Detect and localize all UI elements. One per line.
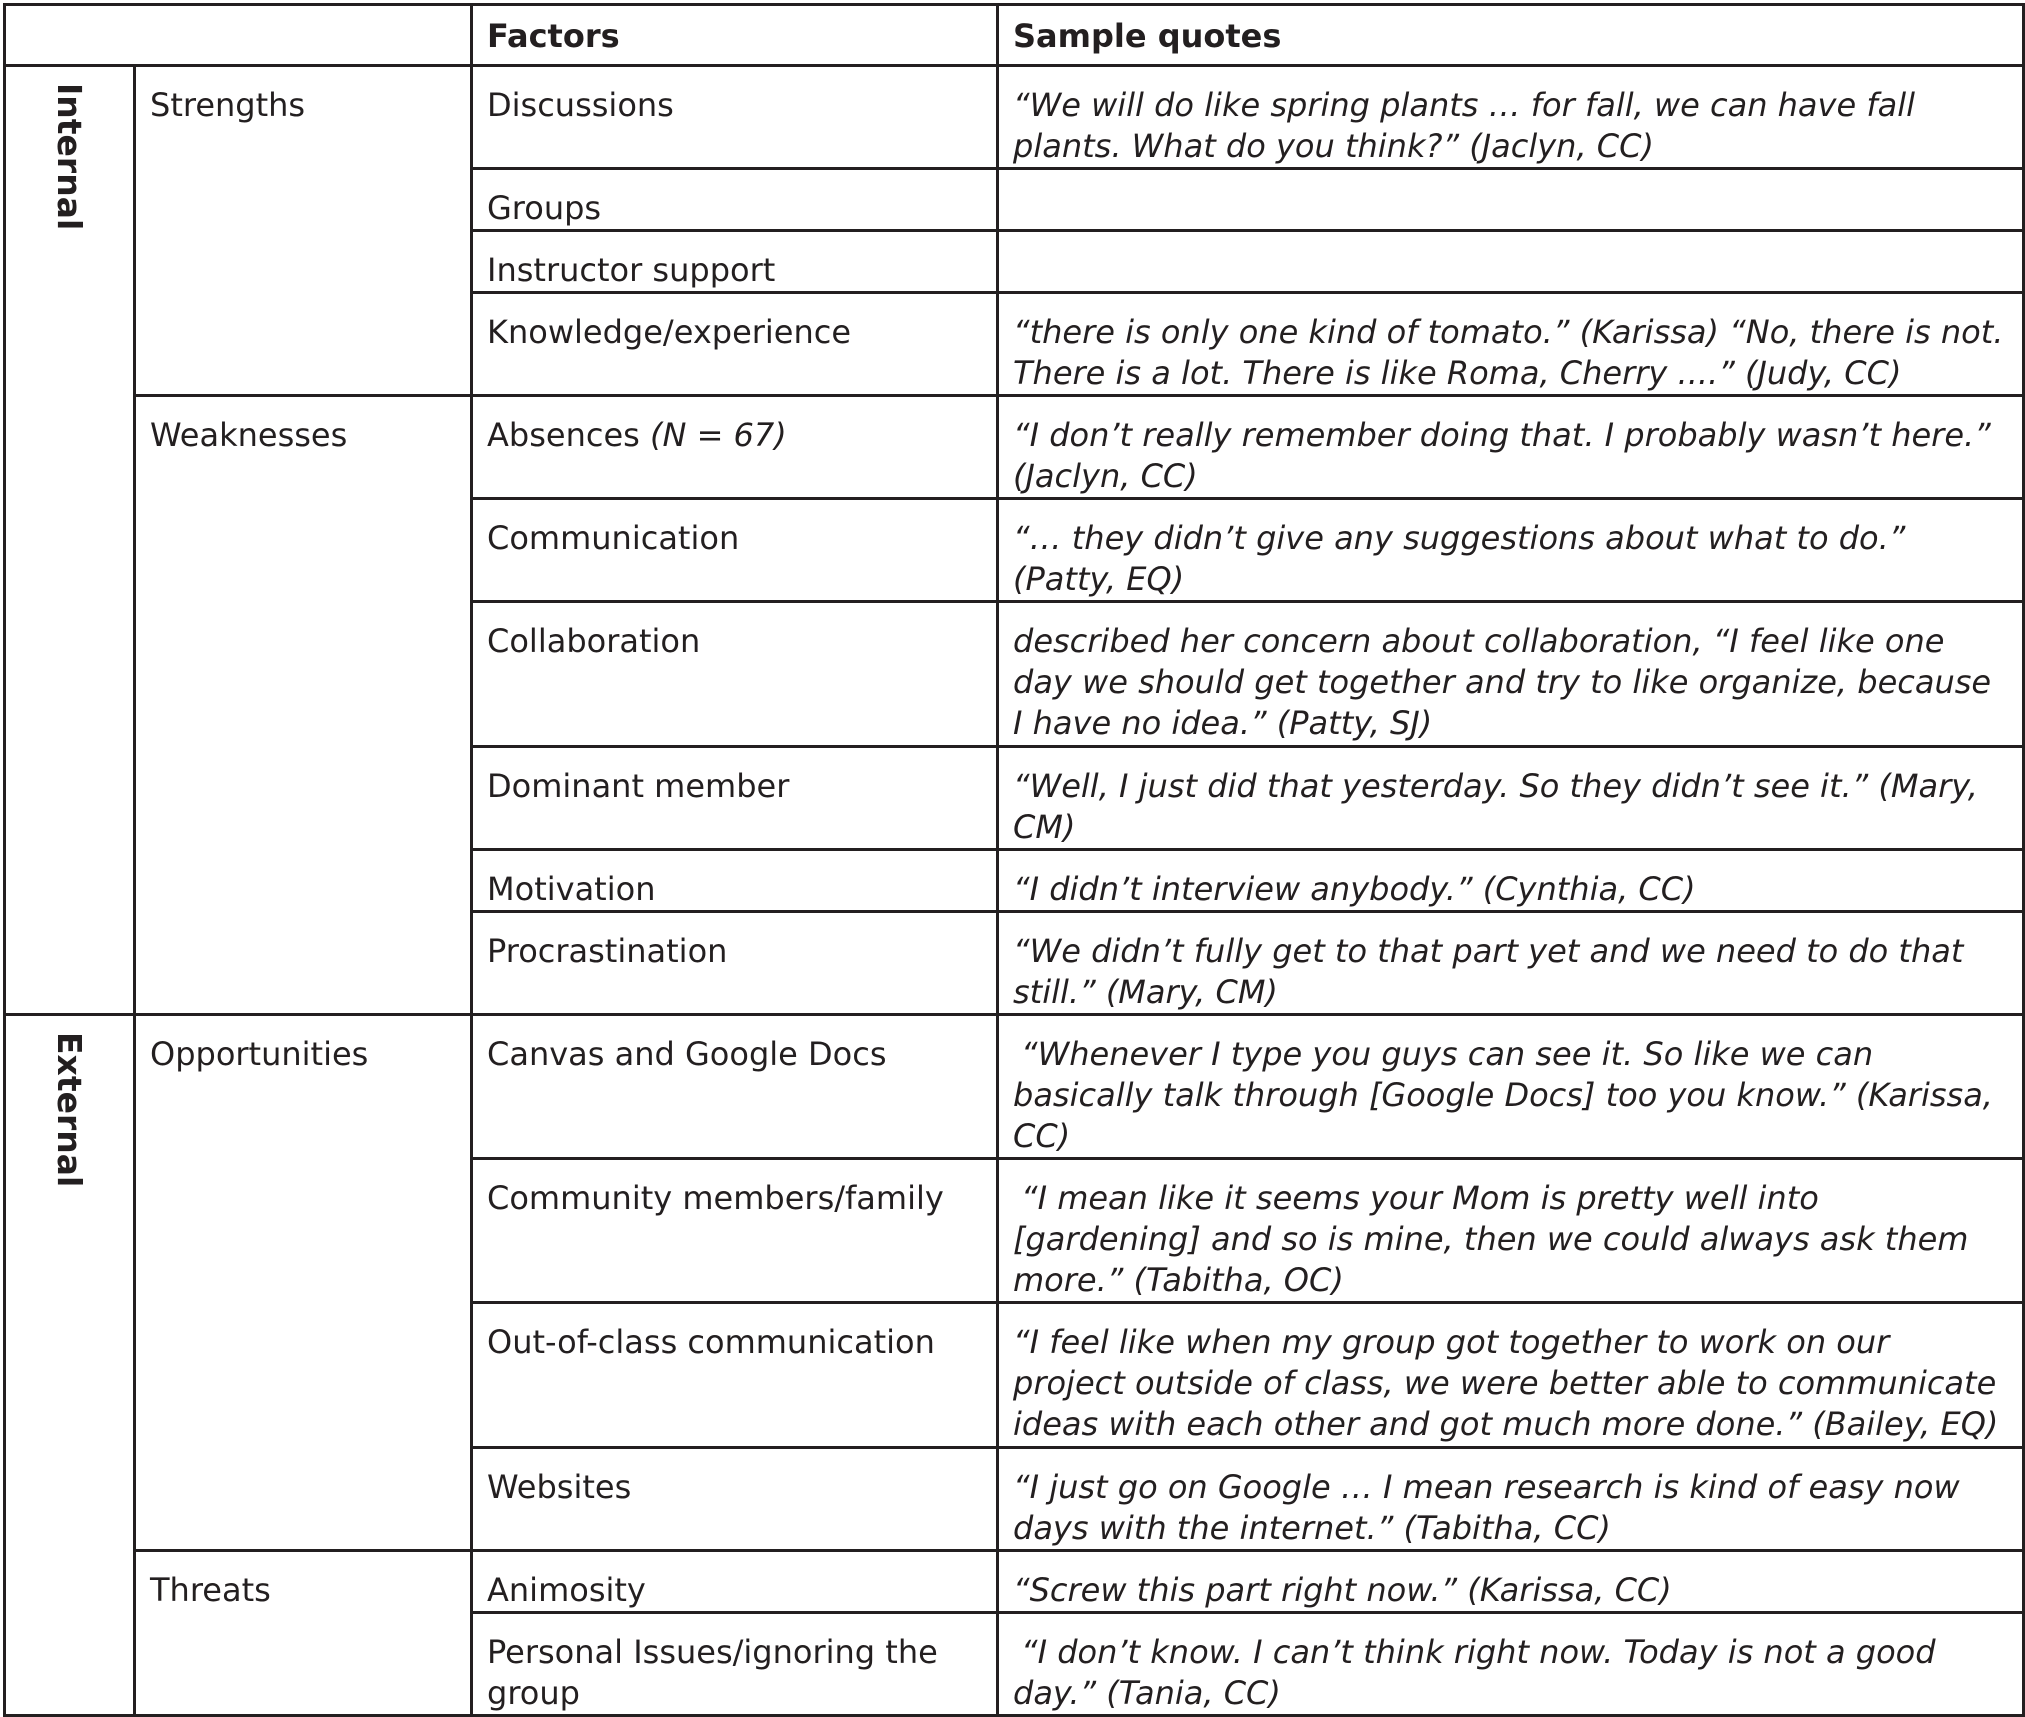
quote-cell: “there is only one kind of tomato.” (Karissa) “No, there is not. There is a lot. There is like Roma, Cherry ....” (Judy, CC) (998, 293, 2024, 396)
factors-header: Factors (472, 5, 998, 66)
factor-cell: Websites (472, 1448, 998, 1551)
factor-cell: Dominant member (472, 747, 998, 850)
factor-cell: Canvas and Google Docs (472, 1015, 998, 1159)
category-weaknesses: Weaknesses (135, 396, 472, 1015)
quote-cell: “I don’t know. I can’t think right now. Today is not a good day.” (Tania, CC) (998, 1613, 2024, 1716)
header-blank-cell (5, 5, 472, 66)
factor-cell: Discussions (472, 66, 998, 169)
quote-cell: “We will do like spring plants … for fall, we can have fall plants. What do you think?” (Jaclyn, CC) (998, 66, 2024, 169)
table-row (5, 396, 2024, 499)
category-strengths: Strengths (135, 66, 472, 396)
factor-cell (472, 396, 998, 499)
domain-label-internal: Internal (50, 83, 89, 231)
factor-cell: Collaboration (472, 602, 998, 747)
domain-cell-external (5, 1015, 135, 1716)
factor-cell: Groups (472, 169, 998, 231)
factor-cell: Knowledge/experience (472, 293, 998, 396)
quote-cell: described her concern about collaboration, “I feel like one day we should get together and try to like organize, because I have no idea.” (Patty, SJ) (998, 602, 2024, 747)
factor-sample-size: (N = 67) (649, 416, 787, 454)
factor-cell: Out-of-class communication (472, 1303, 998, 1448)
quote-cell: “I mean like it seems your Mom is pretty well into [gardening] and so is mine, then we could always ask them more.” (Tabitha, OC) (998, 1159, 2024, 1303)
table-row (5, 1015, 2024, 1159)
table-row (5, 1551, 2024, 1613)
domain-label-external: External (50, 1032, 89, 1188)
quote-cell (998, 169, 2024, 231)
factor-cell: Communication (472, 499, 998, 602)
category-opportunities: Opportunities (135, 1015, 472, 1551)
factor-label: Absences (487, 416, 640, 454)
factor-cell: Animosity (472, 1551, 998, 1613)
quote-cell: “I didn’t interview anybody.” (Cynthia, CC) (998, 850, 2024, 912)
quote-cell: “I just go on Google … I mean research is kind of easy now days with the internet.” (Tabitha, CC) (998, 1448, 2024, 1551)
factor-cell: Personal Issues/ignoring the group (472, 1613, 998, 1716)
header-row (5, 5, 2024, 66)
quote-cell: “Well, I just did that yesterday. So they didn’t see it.” (Mary, CM) (998, 747, 2024, 850)
sample-quotes-header: Sample quotes (998, 5, 2024, 66)
swot-table (3, 3, 2025, 1717)
quote-cell: “Screw this part right now.” (Karissa, CC) (998, 1551, 2024, 1613)
factor-cell: Motivation (472, 850, 998, 912)
quote-cell (998, 231, 2024, 293)
factor-cell: Procrastination (472, 912, 998, 1015)
table-row (5, 66, 2024, 169)
quote-cell: “We didn’t fully get to that part yet and we need to do that still.” (Mary, CM) (998, 912, 2024, 1015)
quote-cell: “I don’t really remember doing that. I probably wasn’t here.” (Jaclyn, CC) (998, 396, 2024, 499)
quote-cell: “… they didn’t give any suggestions about what to do.” (Patty, EQ) (998, 499, 2024, 602)
factor-cell: Instructor support (472, 231, 998, 293)
quote-cell: “Whenever I type you guys can see it. So like we can basically talk through [Google Docs] too you know.” (Karissa, CC) (998, 1015, 2024, 1159)
domain-cell-internal (5, 66, 135, 1015)
category-threats: Threats (135, 1551, 472, 1716)
factor-cell: Community members/family (472, 1159, 998, 1303)
quote-cell: “I feel like when my group got together to work on our project outside of class, we were better able to communicate ideas with each other and got much more done.” (Bailey, EQ) (998, 1303, 2024, 1448)
